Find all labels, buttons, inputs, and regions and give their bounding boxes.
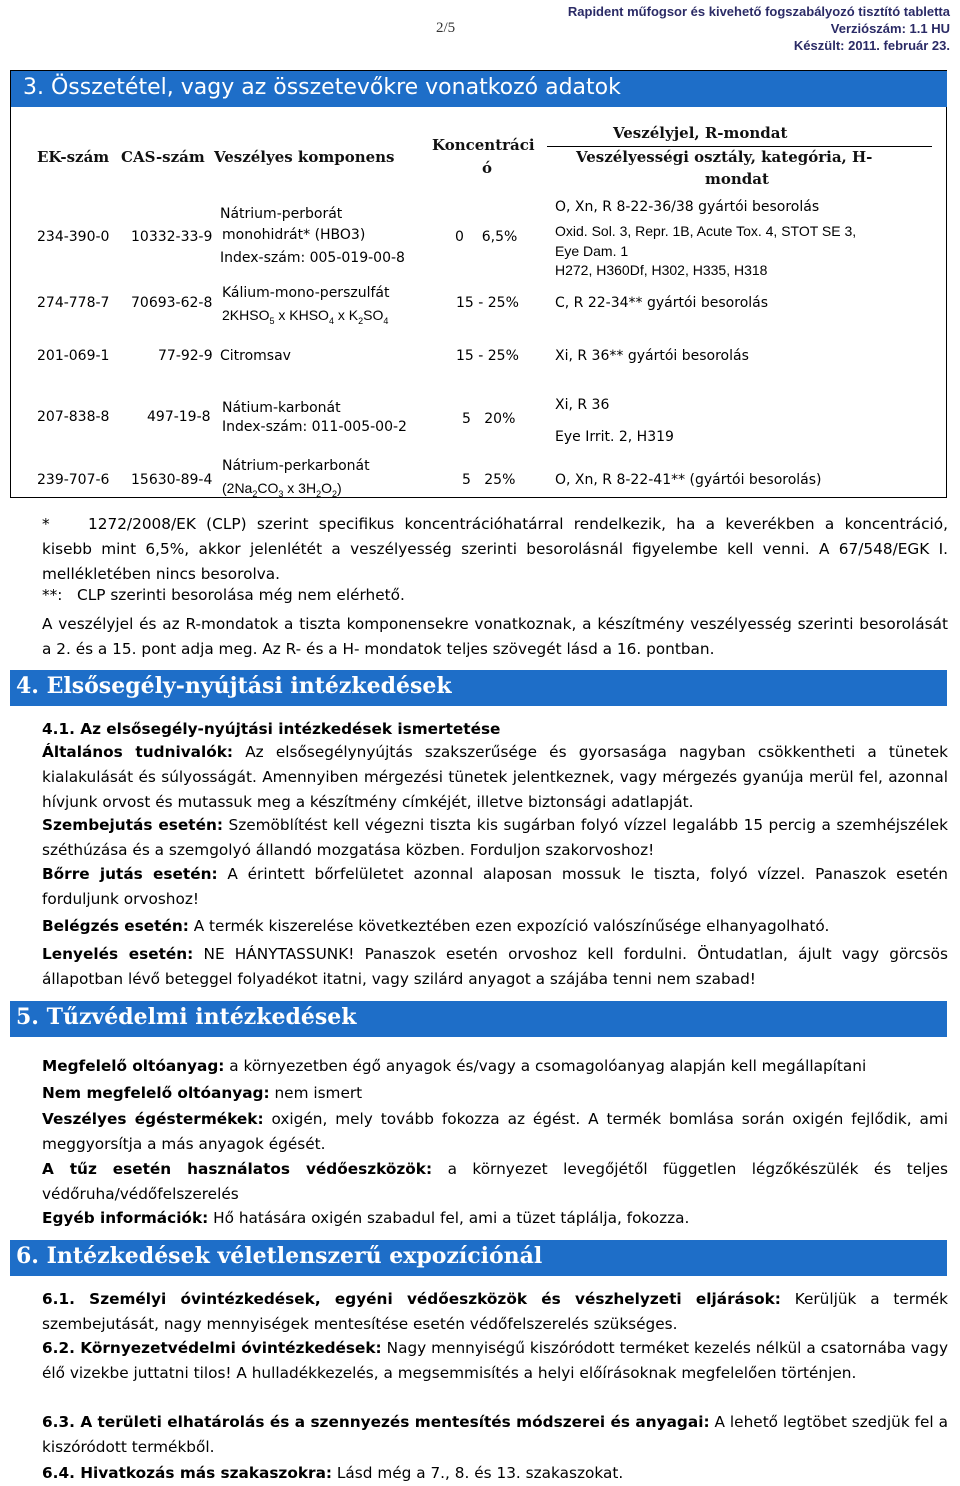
row4-hazard-r: Xi, R 36 xyxy=(555,397,610,413)
col-header-cas: CAS-szám xyxy=(121,148,205,166)
accidental-environmental-label: 6.2. Környezetvédelmi óvintézkedések: xyxy=(42,1339,382,1357)
accidental-references-text: Lásd még a 7., 8. és 13. szakaszokat. xyxy=(336,1464,624,1482)
section-6-heading-bar xyxy=(10,1240,947,1276)
accidental-environmental xyxy=(42,1336,948,1386)
section-5-heading-bar xyxy=(10,1001,947,1037)
first-aid-eye-text: Szemöblítést kell végezni tiszta kis sugárban folyó vízzel legalább 15 percig a szemhéjszélek széthúzása és a szemgolyó állandó mozgatása közben. Forduljon szakorvoshoz! xyxy=(42,816,948,859)
section-3-heading-bar xyxy=(10,70,947,107)
fire-combustion-products xyxy=(42,1107,948,1157)
section-4-heading-bar xyxy=(10,670,947,706)
row5-cas: 15630-89-4 xyxy=(131,472,213,488)
row1-hazard-class-wrap: Eye Dam. 1 xyxy=(555,243,629,259)
row1-component-formula: monohidrát* (HBO3) xyxy=(222,227,366,243)
accidental-references-label: 6.4. Hivatkozás más szakaszokra: xyxy=(42,1464,333,1482)
row1-hazard-h: H272, H360Df, H302, H335, H318 xyxy=(555,262,768,278)
row2-concentration: 15 - 25% xyxy=(456,295,519,311)
fire-suitable-label: Megfelelő oltóanyag: xyxy=(42,1057,225,1075)
col-header-hazard-class-wrap: mondat xyxy=(705,170,769,188)
first-aid-general-text: Az elsősegélynyújtás szakszerűsége és gyorsasága nagyban csökkentheti a tünetek kialakulását és súlyosságát. Amennyiben mérgezési tünetek jelentkeznek, vagy mérgezés gyanúja merül fel, azonnal hívjunk orvost és mutassuk meg a készítmény címkéjét, illetve biztonsági adatlapját. xyxy=(42,743,948,811)
note-clp-unavailable: **: CLP szerinti besorolása még nem elérhető. xyxy=(42,586,405,604)
row5-hazard-r: O, Xn, R 8-22-41** (gyártói besorolás) xyxy=(555,472,822,488)
row4-component-name: Nátium-karbonát xyxy=(222,400,341,416)
document-title: Rapident műfogsor és kivehető fogszabályozó tisztító tabletta xyxy=(567,4,950,19)
created-date: Készült: 2011. február 23. xyxy=(793,38,950,53)
row3-component-name: Citromsav xyxy=(220,348,291,364)
fire-protective-equipment xyxy=(42,1157,948,1207)
section-6-title: 6. Intézkedések véletlenszerű expozíciónál xyxy=(16,1243,543,1269)
row4-ek: 207-838-8 xyxy=(37,409,110,425)
col-header-concentration: Koncentráci xyxy=(432,136,535,154)
first-aid-skin-text: A érintett bőrfelületet azonnal alaposan mossuk le tiszta, folyó vízzel. Panaszok esetén forduljunk orvoshoz! xyxy=(42,865,948,908)
row5-ek: 239-707-6 xyxy=(37,472,110,488)
row2-component-name: Kálium-mono-perszulfát xyxy=(222,285,390,301)
row2-cas: 70693-62-8 xyxy=(131,295,213,311)
fire-products-text: oxigén, mely tovább fokozza az égést. A termék bomlása során oxigén fejlődik, ami meggyorsítja a más anyagok égését. xyxy=(42,1110,948,1153)
row1-hazard-r: O, Xn, R 8-22-36/38 gyártói besorolás xyxy=(555,199,820,215)
note-clp-specific: 1272/2008/EK (CLP) szerint specifikus koncentrációhatárral rendelkezik, ha a keverékben a koncentráció, kisebb mint 6,5%, akkor jelenlétét a veszélyesség szerinti besorolásnál figyelembe kell venni. A 67/548/EGK I. mellékletében nincs besorolva. xyxy=(42,515,948,583)
first-aid-general xyxy=(42,740,948,815)
first-aid-skin-label: Bőrre jutás esetén: xyxy=(42,865,218,883)
col-header-ek: EK-szám xyxy=(37,148,110,166)
row5-component-formula: ($2Na_2CO_3$ x $3H_2O_2$) xyxy=(222,480,342,499)
accidental-containment-label: 6.3. A területi elhatárolás és a szennyezés mentesítés módszerei és anyagai: xyxy=(42,1413,710,1431)
row3-hazard-r: Xi, R 36** gyártói besorolás xyxy=(555,348,749,364)
row2-hazard-r: C, R 22-34** gyártói besorolás xyxy=(555,295,769,311)
first-aid-eye-label: Szembejutás esetén: xyxy=(42,816,223,834)
fire-other-text: Hő hatására oxigén szabadul fel, ami a tüzet táplálja, fokozza. xyxy=(213,1209,690,1227)
row1-component-index: Index-szám: 005-019-00-8 xyxy=(220,250,405,266)
first-aid-skin xyxy=(42,862,948,912)
row1-component-name: Nátrium-perborát xyxy=(220,206,343,222)
fire-protect-label: A tűz esetén használatos védőeszközök: xyxy=(42,1160,433,1178)
fire-suitable-media xyxy=(42,1054,948,1079)
row1-concentration: 0 6,5% xyxy=(455,229,518,245)
col-header-hazard-class: Veszélyességi osztály, kategória, H- xyxy=(576,148,873,166)
fire-suitable-text: a környezetben égő anyagok és/vagy a csomagolóanyag alapján kell megállapítani xyxy=(229,1057,867,1075)
col-header-concentration-wrap: ó xyxy=(482,159,493,177)
section-4-1-title: 4.1. Az elsősegély-nyújtási intézkedések ismertetése xyxy=(42,720,501,738)
row3-cas: 77-92-9 xyxy=(158,348,213,364)
col-header-hazard: Veszélyjel, R-mondat xyxy=(613,124,788,142)
fire-products-label: Veszélyes égéstermékek: xyxy=(42,1110,264,1128)
accidental-references xyxy=(42,1461,948,1486)
first-aid-ingestion-text: NE HÁNYTASSUNK! Panaszok esetén orvoshoz kell fordulni. Öntudatlan, ájult vagy görcsös állapotban lévő beteggel folyadékot itatni, vagy szilárd anyagot a szájába tenni nem szabad! xyxy=(42,945,948,988)
row1-hazard-class: Oxid. Sol. 3, Repr. 1B, Acute Tox. 4, STOT SE 3, xyxy=(555,223,857,239)
col-header-component: Veszélyes komponens xyxy=(214,148,395,166)
fire-protect-text: a környezet levegőjétől független légzőkészülék és teljes védőruha/védőfelszerelés xyxy=(42,1160,948,1203)
accidental-personal-text: Kerüljük a termék szembejutását, nagy mennyiségek mentesítése esetén védőfelszerelés szükséges. xyxy=(42,1290,948,1333)
accidental-containment xyxy=(42,1410,948,1460)
fire-other-label: Egyéb információk: xyxy=(42,1209,209,1227)
accidental-environmental-text: Nagy mennyiségű kiszóródott terméket kezelés nélkül a csatornába vagy élő vizekbe juttatni tilos! A hulladékkezelés, a megsemmisítés a helyi előírásoknak megfelelően történjen. xyxy=(42,1339,949,1382)
row5-concentration: 5 25% xyxy=(462,472,516,488)
page-number: 2/5 xyxy=(436,20,456,36)
header-divider xyxy=(547,146,932,147)
fire-other-info xyxy=(42,1206,948,1231)
first-aid-ingestion-label: Lenyelés esetén: xyxy=(42,945,194,963)
first-aid-general-label: Általános tudnivalók: xyxy=(42,743,234,761)
section-4-title: 4. Elsősegély-nyújtási intézkedések xyxy=(16,673,452,699)
accidental-containment-text: A lehető legtöbet szedjük fel a kiszóródott termékből. xyxy=(42,1413,948,1456)
row2-ek: 274-778-7 xyxy=(37,295,110,311)
first-aid-inhalation-text: A termék kiszerelése következtében ezen expozíció valószínűsége elhanyagolható. xyxy=(193,917,830,935)
row3-concentration: 15 - 25% xyxy=(456,348,519,364)
row2-component-formula: $2KHSO_5$ x $KHSO_4$ x $K_2SO_4$ xyxy=(222,307,389,326)
row4-cas: 497-19-8 xyxy=(147,409,211,425)
section-3-title: 3. Összetétel, vagy az összetevőkre vonatkozó adatok xyxy=(23,75,621,100)
first-aid-eye xyxy=(42,813,948,863)
fire-unsuitable-label: Nem megfelelő oltóanyag: xyxy=(42,1084,270,1102)
row4-component-index: Index-szám: 011-005-00-2 xyxy=(222,419,407,435)
first-aid-ingestion xyxy=(42,942,948,992)
row5-component-name: Nátrium-perkarbonát xyxy=(222,458,370,474)
row4-concentration: 5 20% xyxy=(462,411,516,427)
row1-cas: 10332-33-9 xyxy=(131,229,213,245)
first-aid-inhalation-label: Belégzés esetén: xyxy=(42,917,189,935)
fire-unsuitable-text: nem ismert xyxy=(274,1084,363,1102)
fire-unsuitable-media xyxy=(42,1081,948,1106)
row3-ek: 201-069-1 xyxy=(37,348,110,364)
row1-ek: 234-390-0 xyxy=(37,229,110,245)
version-number: Verziószám: 1.1 HU xyxy=(830,21,950,36)
note-hazard-symbols: A veszélyjel és az R-mondatok a tiszta komponensekre vonatkoznak, a készítmény veszélyesség szerinti besorolását a 2. és a 15. pont adja meg. Az R- és a H- mondatok teljes szövegét lásd a 16. pontban. xyxy=(42,615,948,658)
note-star-marker: * xyxy=(42,515,50,533)
accidental-personal xyxy=(42,1287,948,1337)
accidental-personal-label: 6.1. Személyi óvintézkedések, egyéni védőeszközök és vészhelyzeti eljárások: xyxy=(42,1290,781,1308)
section-5-title: 5. Tűzvédelmi intézkedések xyxy=(16,1004,357,1030)
row4-hazard-class: Eye Irrit. 2, H319 xyxy=(555,429,674,445)
first-aid-inhalation xyxy=(42,914,948,939)
